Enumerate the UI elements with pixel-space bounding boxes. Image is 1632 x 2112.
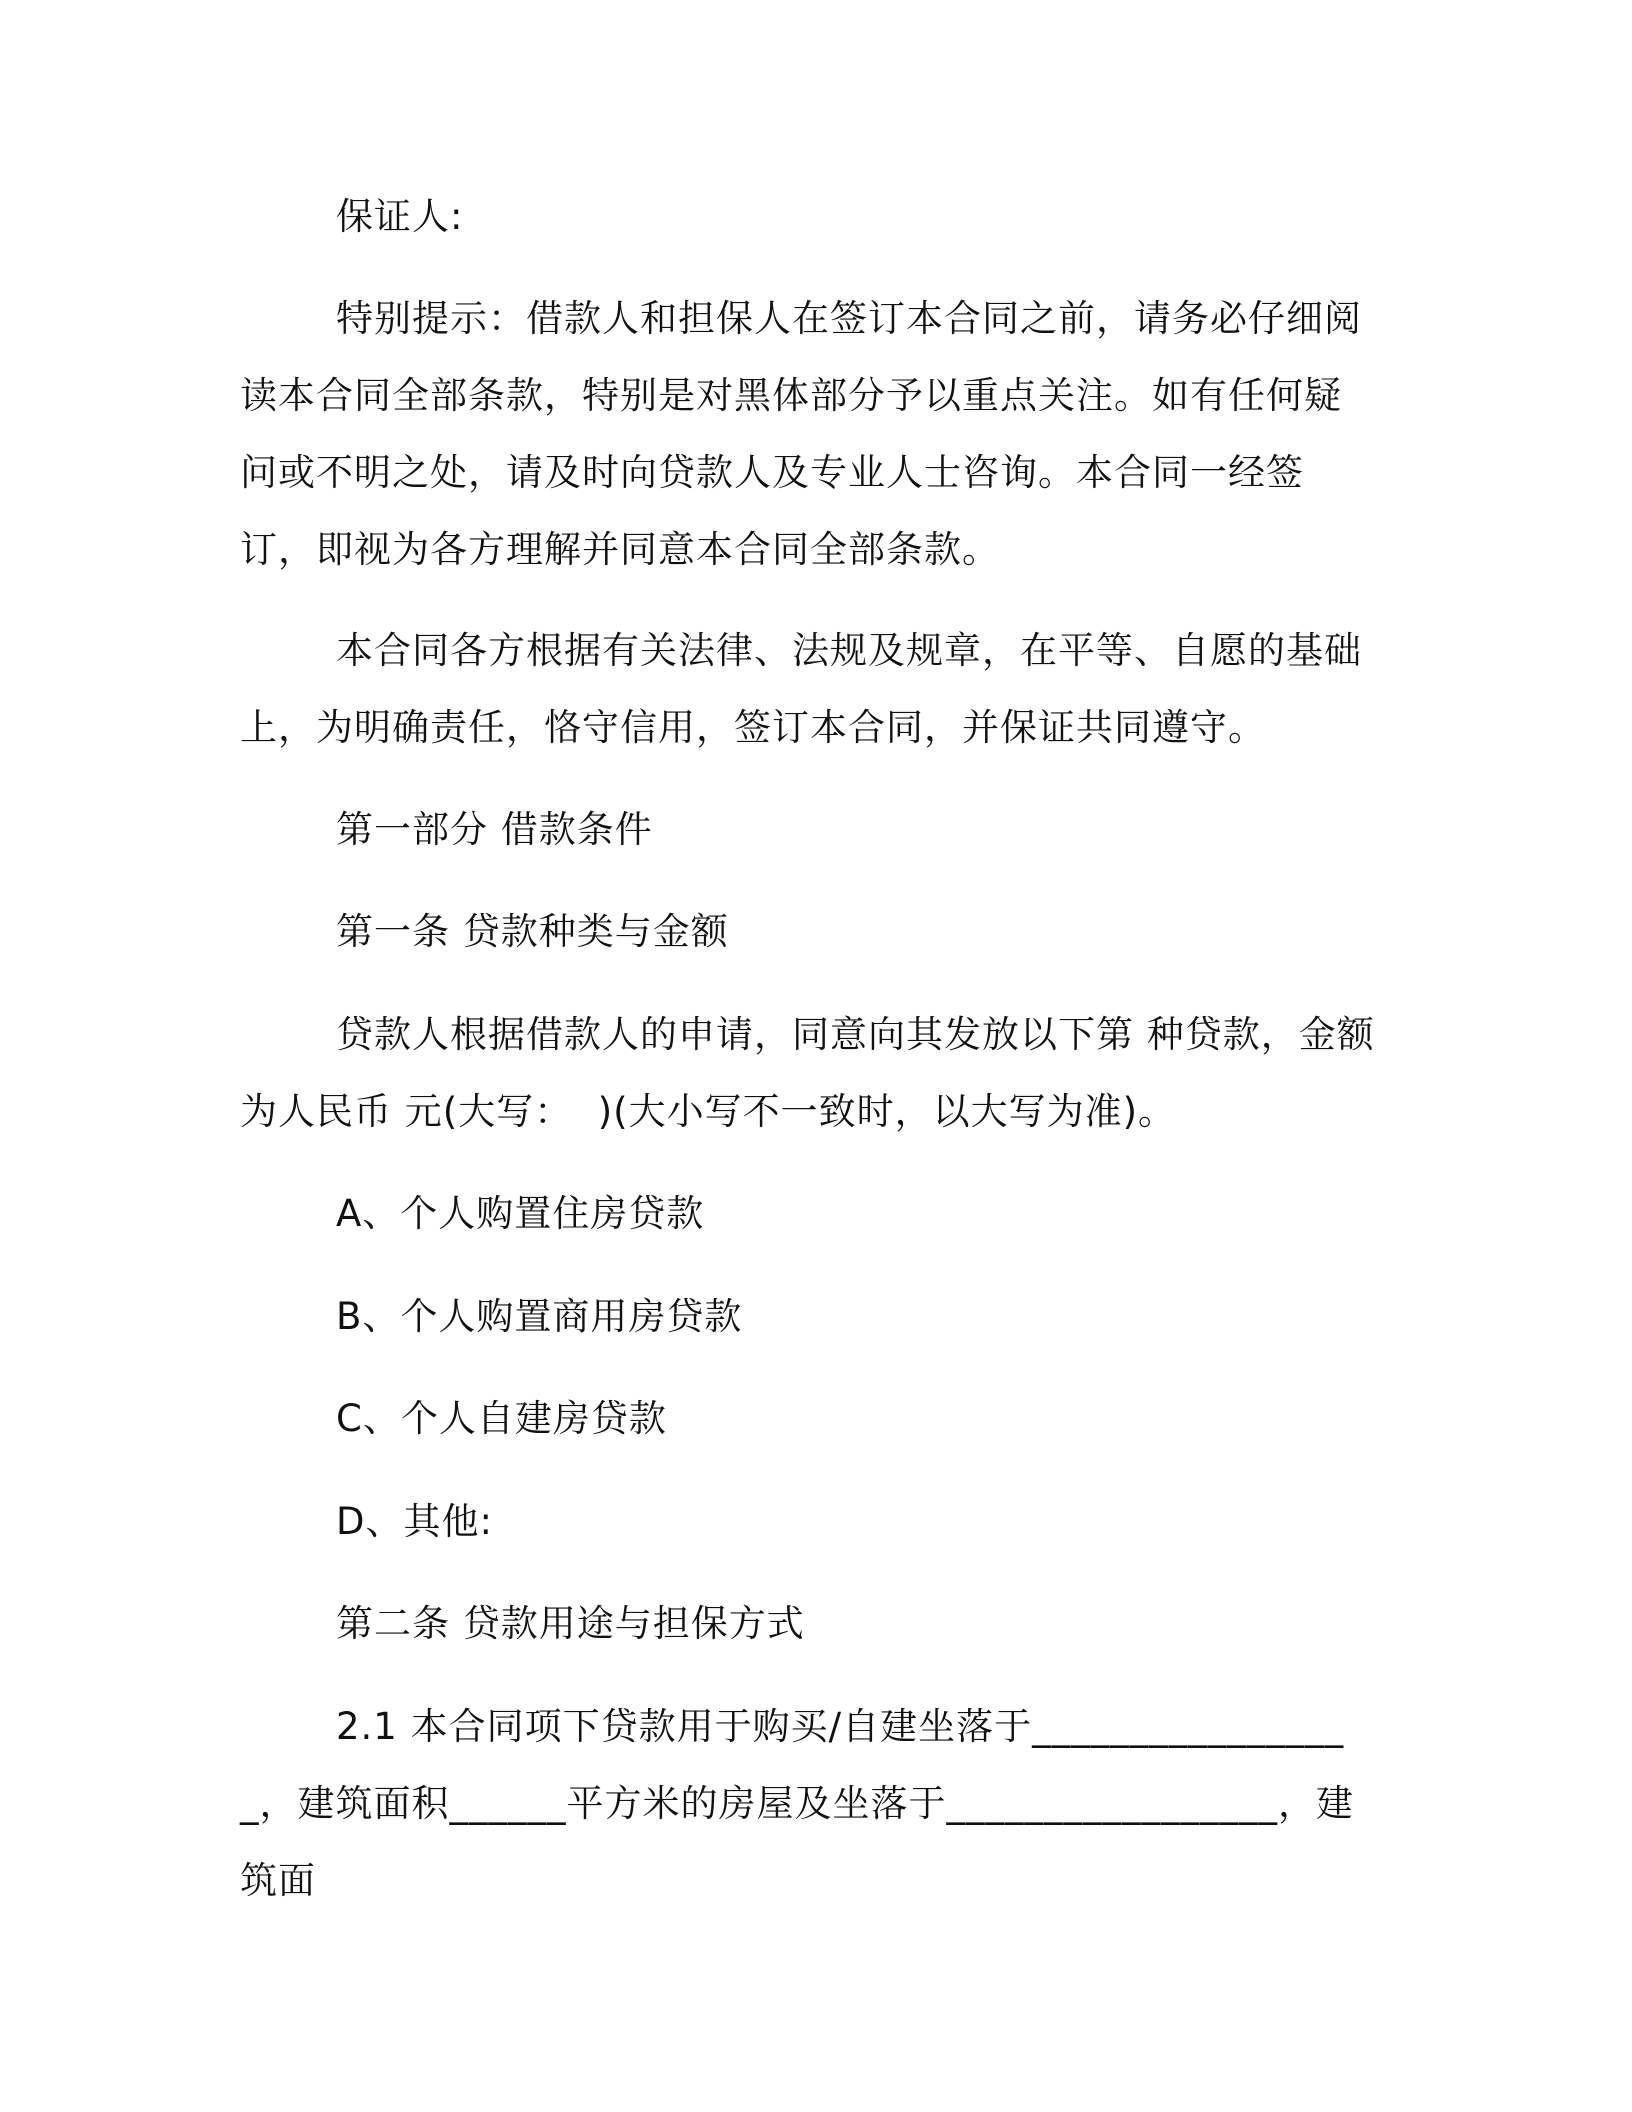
- article-two-title: 第二条 贷款用途与担保方式: [336, 1602, 805, 1645]
- special-notice: 特别提示：借款人和担保人在签订本合同之前，请务必仔细阅读本合同全部条款，特别是对黑体部分予以重点关注。如有任何疑问或不明之处，请及时向贷款人及专业人士咨询。本合同一经签订，即视为各方理解并同意本合同全部条款。: [240, 297, 1362, 571]
- document-page: [240, 0, 1400, 2112]
- clause-2-1: 2.1 本合同项下贷款用于购买/自建坐落于_________________，建筑面积______平方米的房屋及坐落于_________________，建筑面: [240, 1705, 1354, 1902]
- loan-option-d: D、其他:: [336, 1500, 493, 1543]
- preamble-paragraph: 本合同各方根据有关法律、法规及规章，在平等、自愿的基础上，为明确责任，恪守信用，签订本合同，并保证共同遵守。: [240, 629, 1362, 749]
- article-one-text: 贷款人根据借款人的申请，同意向其发放以下第 种贷款，金额为人民币 元(大写： )(大小写不一致时，以大写为准)。: [240, 1013, 1375, 1133]
- article-one-title: 第一条 贷款种类与金额: [336, 910, 729, 953]
- loan-option-b: B、个人购置商用房贷款: [336, 1295, 743, 1338]
- loan-option-a: A、个人购置住房贷款: [336, 1192, 705, 1235]
- loan-option-c: C、个人自建房贷款: [336, 1397, 667, 1440]
- guarantor-label: 保证人:: [336, 195, 464, 238]
- part-one-title: 第一部分 借款条件: [336, 808, 653, 851]
